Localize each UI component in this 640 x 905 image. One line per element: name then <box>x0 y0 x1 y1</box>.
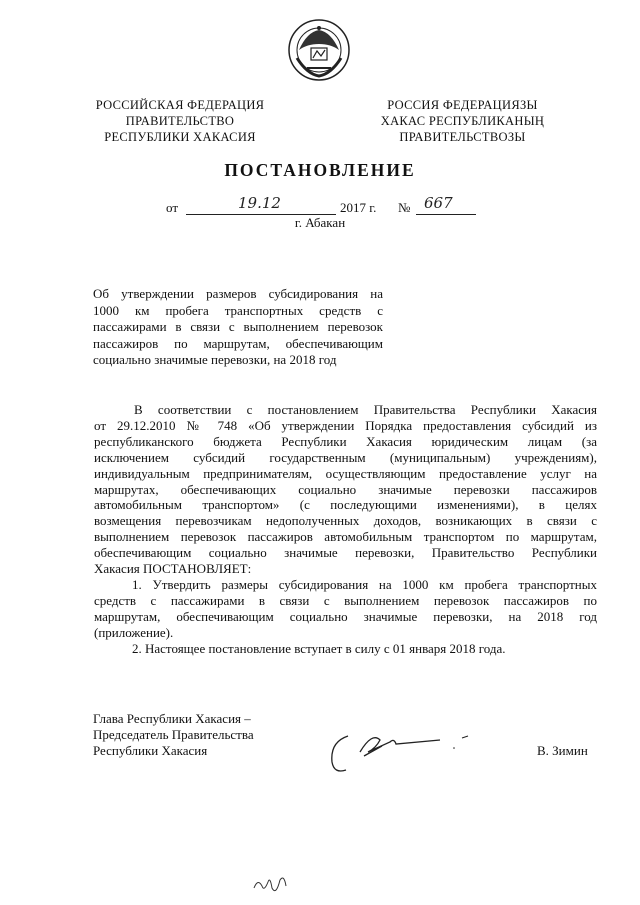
header-right-line: РОССИЯ ФЕДЕРАЦИЯЗЫ <box>387 98 538 112</box>
signatory-title <box>93 711 333 759</box>
body-line: индивидуальным предпринимателям, осуществляющим предоставление услуг на <box>94 465 597 481</box>
date-prefix: от <box>166 200 179 215</box>
body-line: В соответствии с постановлением Правительства Республики Хакасия <box>134 402 597 417</box>
header-right-line: ПРАВИТЕЛЬСТВОЗЫ <box>399 130 526 144</box>
body-line: 1. Утвердить размеры субсидирования на 1000 км пробега транспортных <box>132 576 597 592</box>
number-label: № <box>398 200 411 215</box>
document-body <box>94 402 597 657</box>
header-right-line: ХАКАС РЕСПУБЛИКАНЫҢ <box>380 114 545 128</box>
body-line: (приложение). <box>94 624 174 640</box>
handwritten-signature-icon <box>320 722 480 782</box>
body-line: от 29.12.2010 № 748 «Об утверждении Порядка предоставления субсидий из <box>94 417 597 433</box>
header-right <box>360 97 565 145</box>
handwritten-mark-icon <box>250 868 290 898</box>
subject-line: Об утверждении размеров субсидирования на <box>93 286 383 301</box>
subject-line: пассажиров по маршрутам, обеспечивающим <box>93 335 383 351</box>
body-line: республиканского бюджета Республики Хакасия юридическим лицам (за <box>94 433 597 449</box>
subject-line: социально значимые перевозки, на 2018 год <box>93 352 337 367</box>
document-subject <box>93 286 383 369</box>
place-text: г. Абакан <box>294 215 346 230</box>
body-line: выполнением перевозок пассажиров автомобильным транспортом по маршрутам, <box>94 529 597 545</box>
header-left <box>80 97 280 145</box>
signatory-line: Глава Республики Хакасия – <box>93 711 251 726</box>
signatory-line: Председатель Правительства <box>93 727 254 742</box>
number-handwritten: 667 <box>424 194 453 212</box>
body-line: средств с пассажирами в связи с выполнением перевозок пассажиров по <box>94 592 597 608</box>
signatory-name: В. Зимин <box>537 743 588 758</box>
subject-line: 1000 км пробега транспортных средств с <box>93 302 383 318</box>
body-line: обеспечивающим социально значимые перевозки, Правительство Республики <box>94 545 597 561</box>
body-line: маршрутах, обеспечивающих социально значимые перевозки пассажиров <box>94 481 597 497</box>
coat-of-arms-emblem-icon <box>287 18 351 82</box>
body-line: Хакасия ПОСТАНОВЛЯЕТ: <box>94 561 252 577</box>
header-left-line: ПРАВИТЕЛЬСТВО <box>125 114 235 128</box>
date-handwritten: 19.12 <box>238 194 281 212</box>
signatory-line: Республики Хакасия <box>93 743 208 758</box>
body-line: 2. Настоящее постановление вступает в силу с 01 января 2018 года. <box>132 640 506 656</box>
body-line: маршрутам, обеспечивающим социально значимые перевозки, на 2018 год <box>94 608 597 624</box>
header-left-line: РОССИЙСКАЯ ФЕДЕРАЦИЯ <box>95 98 265 112</box>
subject-line: пассажирами в связи с выполнением перевозок <box>93 319 383 334</box>
header-left-line: РЕСПУБЛИКИ ХАКАСИЯ <box>104 130 256 144</box>
body-line: возмещения перевозчикам недополученных доходов, возникающих в связи с <box>94 513 597 529</box>
year-text: 2017 г. <box>340 200 377 215</box>
body-line: исключением субсидий государственным (муниципальным) учреждениям), <box>94 449 597 465</box>
document-title: ПОСТАНОВЛЕНИЕ <box>224 160 416 180</box>
body-line: автомобильным транспортом» (с последующими изменениями), в целях <box>94 497 597 513</box>
